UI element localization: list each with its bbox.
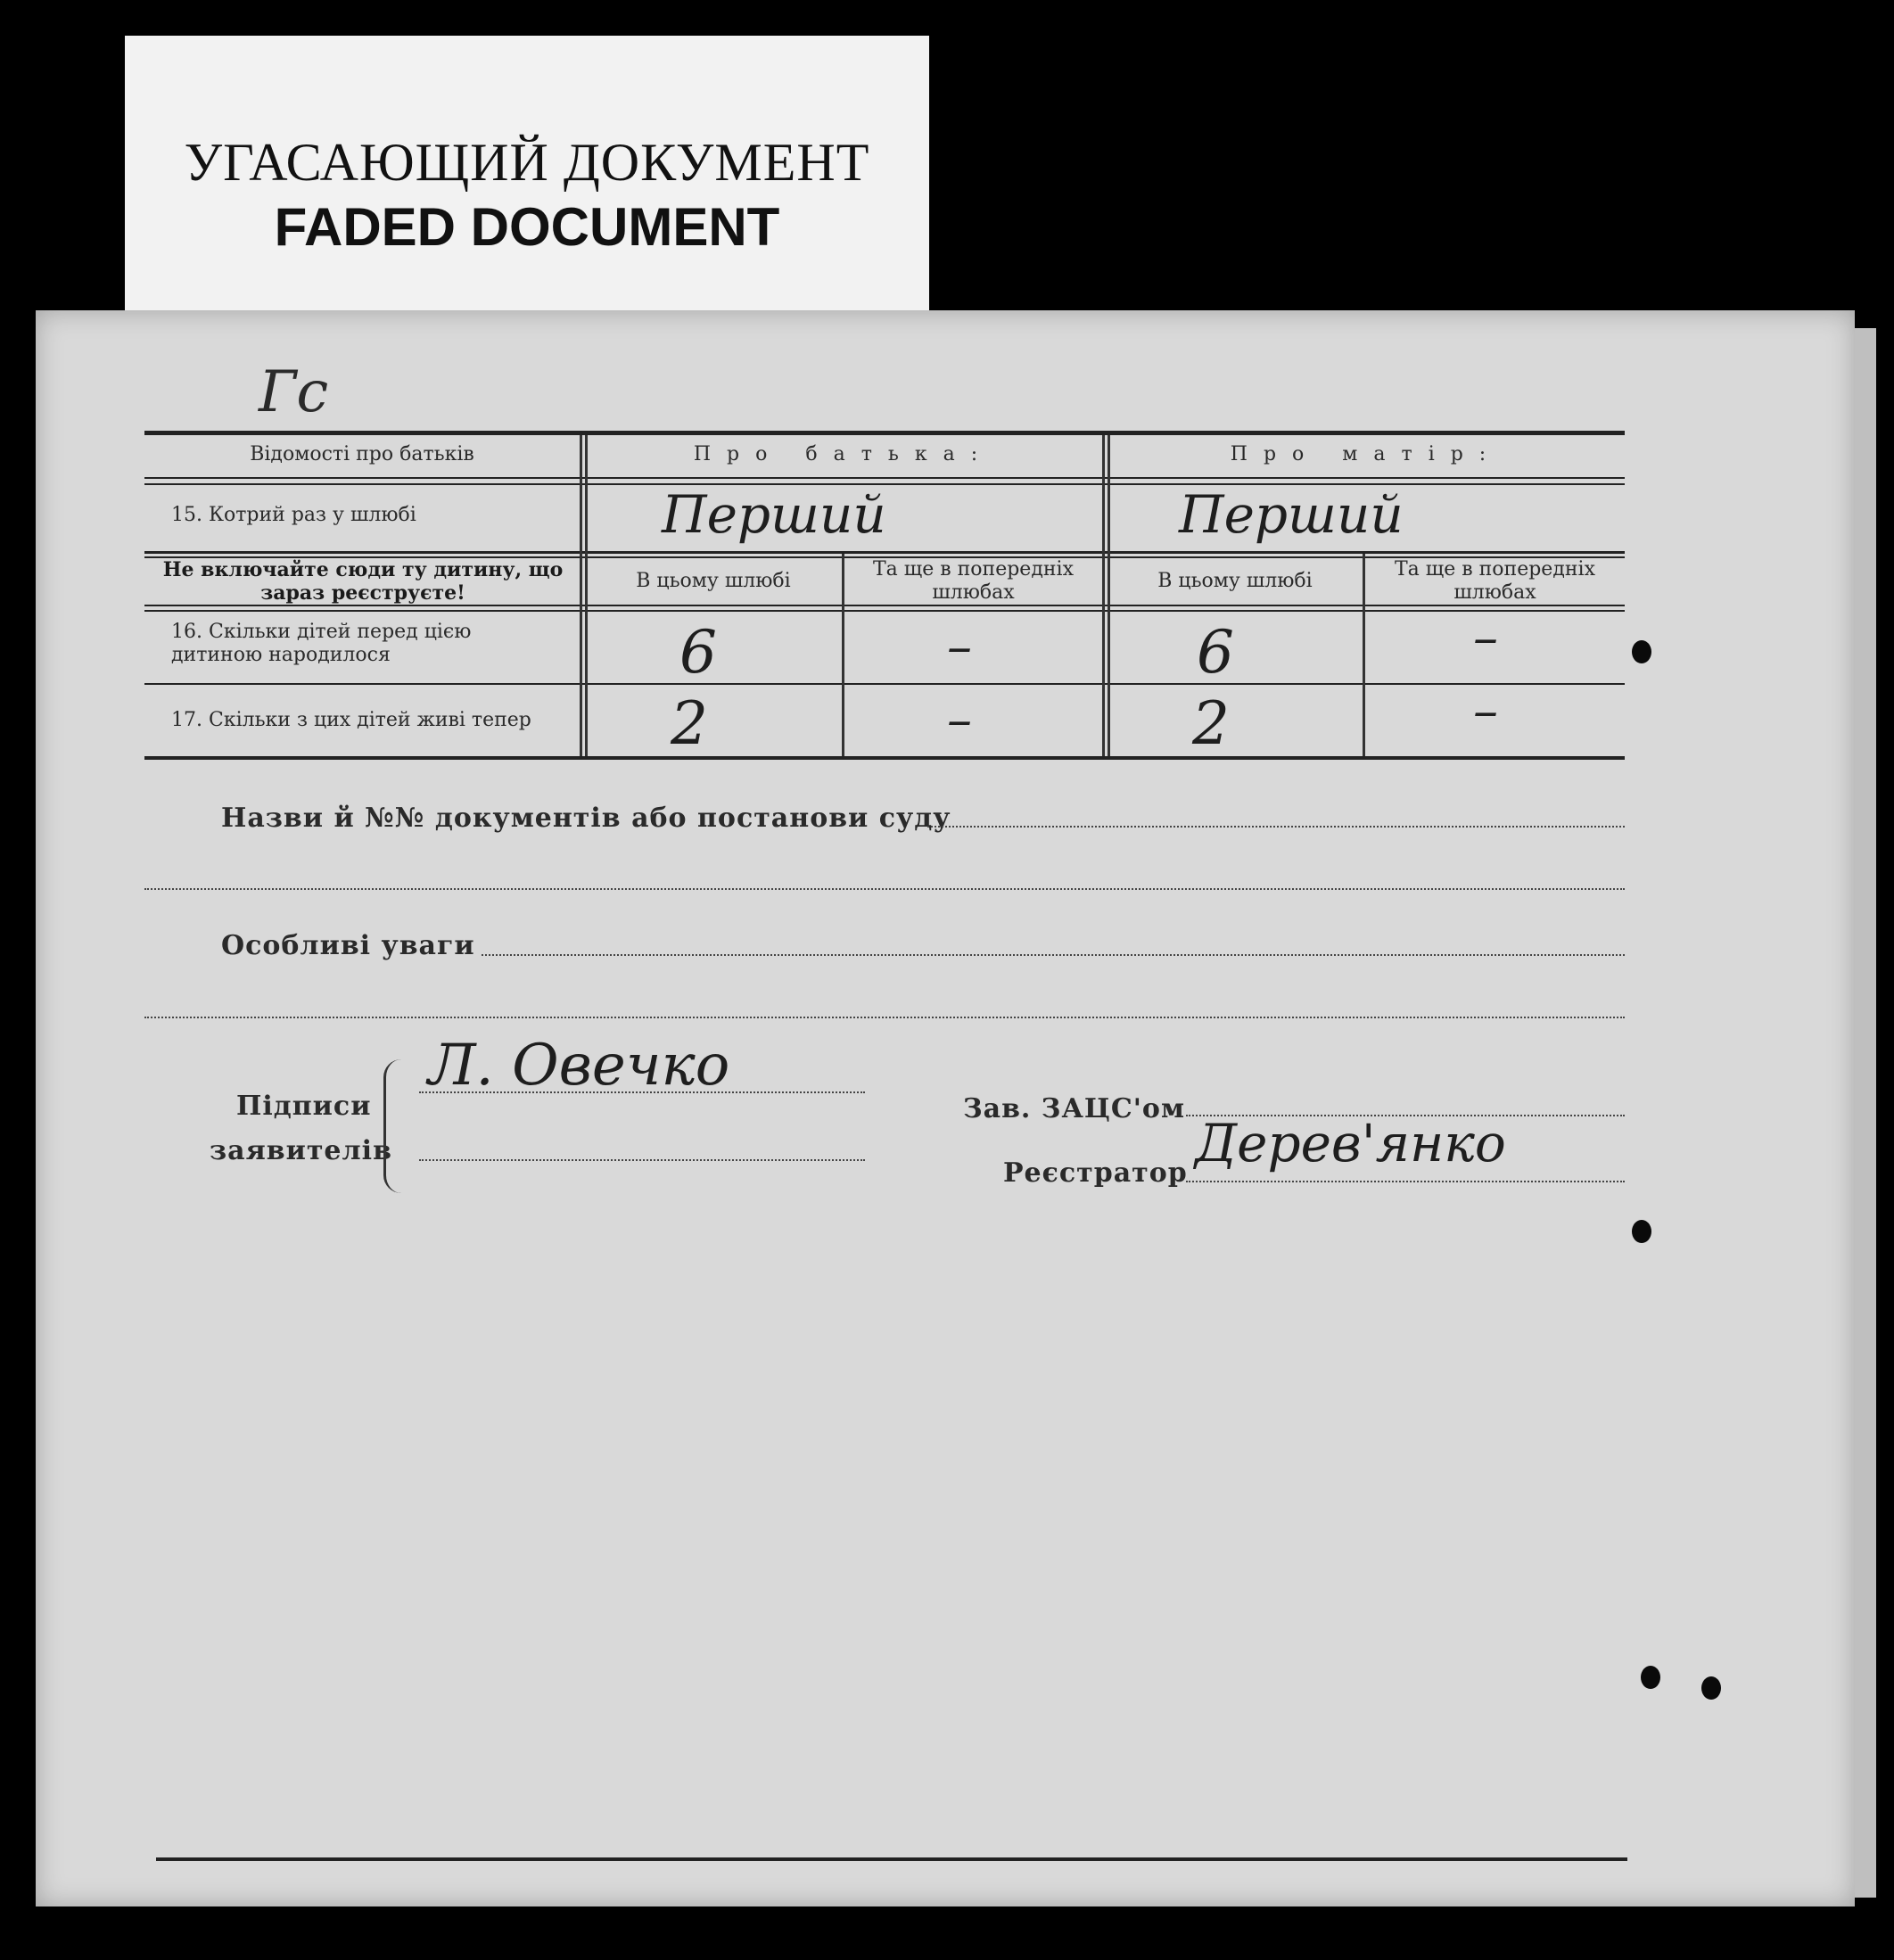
table-top-rule [144,431,1625,435]
faded-document-stamp [125,36,929,310]
binding-hole [1641,1666,1660,1689]
table-rule [144,477,1625,479]
sheet-edge [1855,328,1876,1898]
document-sheet [36,310,1855,1906]
applicant-signature-line [419,1091,865,1093]
row16-father-prev: – [947,618,972,676]
remarks-label: Особливі уваги [221,930,475,961]
applicants-brace [383,1059,404,1193]
subheader-father-this-marriage: В цьому шлюбі [636,570,791,592]
table-bottom-rule [144,756,1625,760]
row17-mother-prev: – [1473,682,1498,740]
subheader-mother-prev-marriages: Та ще в попередніх шлюбах [1395,558,1595,604]
stamp-english-text: FADED DOCUMENT [274,197,780,257]
subheader-father-prev-marriages: Та ще в попередніх шлюбах [873,558,1074,604]
documents-dotted-line [144,888,1625,890]
table-rule [144,551,1625,554]
applicant-signature: Л. Овечко [428,1033,730,1099]
applicants-label-line2: заявителів [210,1135,392,1166]
row15-label: 15. Котрий раз у шлюбі [171,504,416,526]
documents-dotted-line [927,826,1625,828]
subheader-note: Не включайте сюди ту дитину, що зараз реєструєте! [162,558,564,605]
header-father: Про батька: [693,443,994,465]
table-rule [144,610,1625,612]
table-rule [144,683,1625,685]
bottom-rule [156,1857,1627,1861]
remarks-dotted-line [144,1017,1625,1018]
table-divider [1102,435,1105,756]
binding-hole [1632,640,1651,663]
registrar-label: Реєстратор [1003,1157,1188,1189]
binding-hole [1632,1220,1651,1243]
row16-mother-this: 6 [1197,618,1234,687]
row15-father-value: Перший [662,484,886,545]
row16-father-this: 6 [679,618,717,687]
stamp-russian-text: УГАСАЮЩИЙ ДОКУМЕНТ [184,133,870,192]
documents-label: Назви й №№ документів або постанови суду [221,803,951,834]
table-divider [1108,435,1110,756]
table-divider [580,435,582,756]
applicant-signature-line [419,1159,865,1161]
header-mother: Про матір: [1230,443,1503,465]
binding-hole [1701,1676,1721,1700]
remarks-dotted-line [482,954,1625,956]
head-zags-label: Зав. ЗАЦС'ом [963,1093,1185,1124]
registrar-signature: Дерев'янко [1195,1113,1506,1174]
row15-mother-value: Перший [1179,484,1404,545]
row16-label: 16. Скільки дітей перед цією дитиною народилося [171,621,472,666]
table-rule [144,605,1625,606]
row17-label: 17. Скільки з цих дітей живі тепер [171,709,531,731]
row17-mother-this: 2 [1192,689,1230,758]
header-parents-info: Відомості про батьків [250,443,474,465]
row17-father-prev: – [947,691,972,749]
applicants-label-line1: Підписи [236,1091,372,1122]
row17-father-this: 2 [671,689,708,758]
corner-handwritten-mark: Гс [259,359,329,425]
row16-mother-prev: – [1473,609,1498,667]
registrar-signature-line [1186,1181,1625,1182]
subheader-mother-this-marriage: В цьому шлюбі [1157,570,1313,592]
table-divider [585,435,588,756]
